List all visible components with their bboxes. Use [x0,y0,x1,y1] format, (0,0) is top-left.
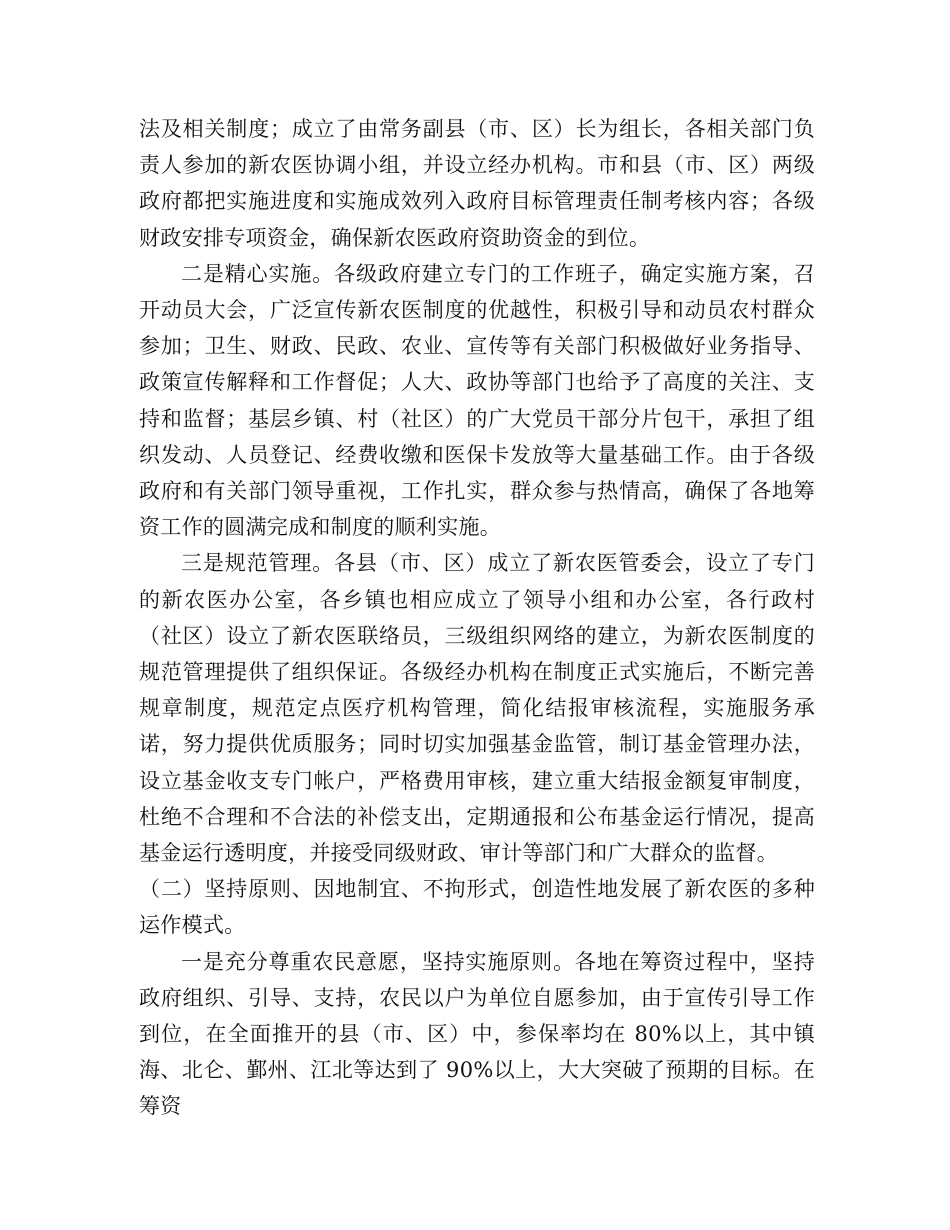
document-page [139,111,815,1125]
section-heading-two: （二）坚持原则、因地制宜、不拘形式，创造性地发展了新农医的多种运作模式。 [139,877,815,938]
paragraph-continuation: 法及相关制度；成立了由常务副县（市、区）长为组长，各相关部门负责人参加的新农医协调小组，并设立经办机构。市和县（市、区）两级政府都把实施进度和实施成效列入政府目标管理责任制考核内容；各级财政安排专项资金，确保新农医政府资助资金的到位。 [139,117,815,250]
paragraph-standard-management: 三是规范管理。各县（市、区）成立了新农医管委会，设立了专门的新农医办公室，各乡镇也相应成立了领导小组和办公室，各行政村（社区）设立了新农医联络员，三级组织网络的建立，为新农医制度的规范管理提供了组织保证。各级经办机构在制度正式实施后，不断完善规章制度，规范定点医疗机构管理，简化结报审核流程，实施服务承诺，努力提供优质服务；同时切实加强基金监管，制订基金管理办法，设立基金收支专门帐户，严格费用审核，建立重大结报金额复审制度，杜绝不合理和不合法的补偿支出，定期通报和公布基金运行情况，提高基金运行透明度，并接受同级财政、审计等部门和广大群众的监督。 [139,551,815,866]
paragraph-respect-farmers: 一是充分尊重农民意愿，坚持实施原则。各地在筹资过程中，坚持政府组织、引导、支持，农民以户为单位自愿参加，由于宣传引导工作到位，在全面推开的县（市、区）中，参保率均在 80%以上，其中镇海、北仑、鄞州、江北等达到了 90%以上，大大突破了预期的目标。在筹资 [139,949,815,1119]
paragraph-careful-implementation: 二是精心实施。各级政府建立专门的工作班子，确定实施方案，召开动员大会，广泛宣传新农医制度的优越性，积极引导和动员农村群众参加；卫生、财政、民政、农业、宣传等有关部门积极做好业务指导、政策宣传解释和工作督促；人大、政协等部门也给予了高度的关注、支持和监督；基层乡镇、村（社区）的广大党员干部分片包干，承担了组织发动、人员登记、经费收缴和医保卡发放等大量基础工作。由于各级政府和有关部门领导重视，工作扎实，群众参与热情高，确保了各地筹资工作的圆满完成和制度的顺利实施。 [139,261,815,540]
